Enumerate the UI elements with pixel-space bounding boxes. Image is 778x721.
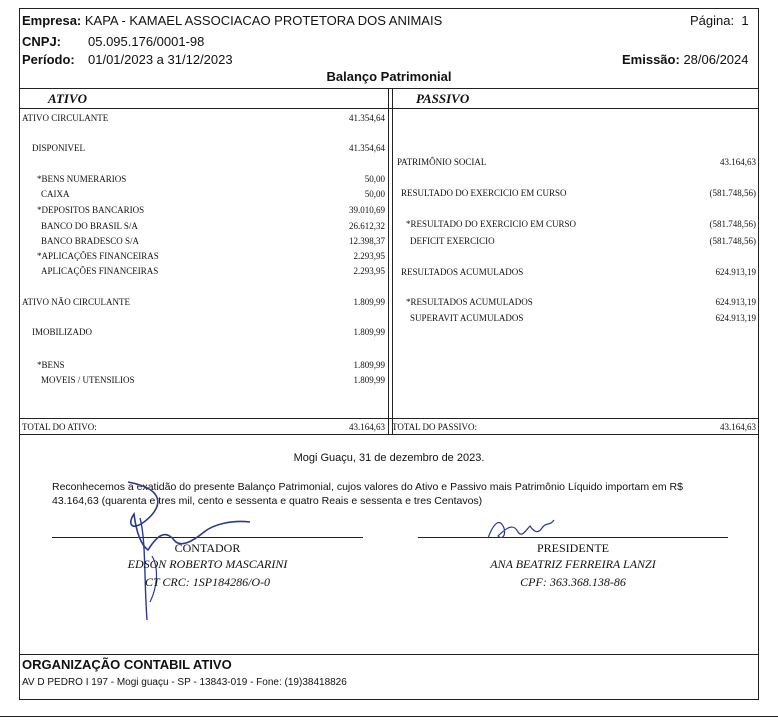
passivo-row-label: SUPERAVIT ACUMULADOS (410, 313, 524, 323)
contador-name: EDSON ROBERTO MASCARINI (127, 557, 288, 571)
periodo-label: Período: (22, 52, 75, 67)
cnpj-line (22, 34, 61, 49)
cnpj-value: 05.095.176/0001-98 (88, 34, 205, 49)
table-total-rule (19, 418, 758, 419)
total-passivo-value: 43.164,63 (720, 422, 756, 432)
ativo-heading: ATIVO (48, 91, 88, 106)
org-name: ORGANIZAÇÃO CONTABIL ATIVO (22, 657, 232, 672)
ativo-row-value: 26.612,32 (349, 221, 385, 231)
org-address: AV D PEDRO I 197 - Mogi guaçu - SP - 13843-019 - Fone: (19)38418826 (22, 677, 347, 688)
ativo-row-label: ATIVO NÃO CIRCULANTE (22, 297, 130, 307)
table-bottom-rule (19, 434, 758, 435)
total-passivo-label: TOTAL DO PASSIVO: (392, 422, 477, 432)
passivo-row-value: (581.748,56) (709, 188, 756, 198)
ativo-row-label: BANCO BRADESCO S/A (41, 236, 140, 246)
declaration-line-2: 43.164,63 (quarenta e tres mil, cento e sessenta e quatro Reais e sessenta e tres Centavos) (52, 495, 483, 507)
place-date: Mogi Guaçu, 31 de dezembro de 2023. (293, 452, 485, 464)
passivo-row-value: 624.913,19 (715, 267, 756, 277)
pagina-label: Página: (690, 13, 735, 28)
passivo-row-value: 43.164,63 (720, 157, 756, 167)
contador-role: CONTADOR (174, 541, 241, 555)
presidente-role: PRESIDENTE (537, 541, 609, 555)
ativo-row-label: APLICAÇÕES FINANCEIRAS (41, 266, 159, 276)
ativo-row-label: ATIVO CIRCULANTE (22, 113, 109, 123)
passivo-row-label: RESULTADO DO EXERCICIO EM CURSO (401, 188, 567, 198)
company-line (22, 13, 442, 28)
declaration-line-1: Reconhecemos a exatidão do presente Balanço Patrimonial, cujos valores do Ativo e Passivo mais Patrimônio Líquido importam em R$ (52, 481, 683, 493)
ativo-row-label: *BENS NUMERARIOS (37, 174, 127, 184)
passivo-heading: PASSIVO (416, 91, 470, 106)
ativo-row-label: *APLICAÇÕES FINANCEIRAS (37, 251, 159, 261)
company-name: KAPA - KAMAEL ASSOCIACAO PROTETORA DOS ANIMAIS (84, 13, 443, 28)
periodo-line (22, 52, 75, 67)
ativo-row-label: BANCO DO BRASIL S/A (41, 221, 138, 231)
ativo-row-value: 2.293,95 (353, 251, 385, 261)
total-ativo-label: TOTAL DO ATIVO: (22, 422, 97, 432)
contador-crc: CT CRC: 1SP184286/O-0 (144, 575, 271, 589)
ativo-row-label: MOVEIS / UTENSILIOS (41, 375, 135, 385)
col-divider-passivo (392, 88, 393, 434)
report-title: Balanço Patrimonial (326, 69, 452, 84)
passivo-row-label: *RESULTADOS ACUMULADOS (406, 297, 533, 307)
empresa-label: Empresa: (22, 13, 82, 28)
passivo-row-value: 624.913,19 (715, 313, 756, 323)
ativo-row-value: 50,00 (364, 189, 385, 199)
ativo-row-label: *DEPOSITOS BANCARIOS (37, 205, 145, 215)
col-divider-ativo (388, 88, 389, 434)
passivo-row-label: *RESULTADO DO EXERCICIO EM CURSO (406, 219, 576, 229)
passivo-row-label: RESULTADOS ACUMULADOS (401, 267, 524, 277)
signature-line-right (418, 537, 728, 538)
cnpj-label: CNPJ: (22, 34, 62, 49)
ativo-row-value: 39.010,69 (349, 205, 385, 215)
ativo-row-value: 41.354,64 (349, 143, 385, 153)
passivo-row-value: (581.748,56) (709, 219, 756, 229)
ativo-row-value: 1.809,99 (353, 375, 385, 385)
page-bottom-rule (0, 716, 778, 717)
passivo-row-value: 624.913,19 (715, 297, 756, 307)
ativo-row-label: IMOBILIZADO (32, 327, 92, 337)
presidente-name: ANA BEATRIZ FERREIRA LANZI (490, 557, 656, 571)
ativo-row-value: 1.809,99 (353, 360, 385, 370)
ativo-row-label: *BENS (37, 360, 65, 370)
ativo-row-value: 1.809,99 (353, 297, 385, 307)
total-ativo-value: 43.164,63 (349, 422, 385, 432)
pagina-value: 1 (741, 13, 749, 28)
passivo-row-label: DEFICIT EXERCICIO (410, 236, 495, 246)
ativo-row-value: 12.398,37 (349, 236, 385, 246)
ativo-row-value: 1.809,99 (353, 327, 385, 337)
ativo-row-value: 50,00 (364, 174, 385, 184)
passivo-row-label: PATRIMÔNIO SOCIAL (397, 157, 487, 167)
ativo-row-value: 41.354,64 (349, 113, 385, 123)
periodo-value: 01/01/2023 a 31/12/2023 (88, 52, 233, 67)
ativo-row-value: 2.293,95 (353, 266, 385, 276)
ativo-row-label: DISPONIVEL (32, 143, 85, 153)
emissao-value: 28/06/2024 (683, 52, 749, 67)
presidente-cpf: CPF: 363.368.138-86 (520, 575, 626, 589)
passivo-row-value: (581.748,56) (709, 236, 756, 246)
ativo-row-label: CAIXA (41, 189, 70, 199)
page-number (690, 13, 749, 28)
emissao-line (622, 52, 749, 67)
footer-rule (19, 654, 758, 655)
emissao-label: Emissão: (622, 52, 680, 67)
